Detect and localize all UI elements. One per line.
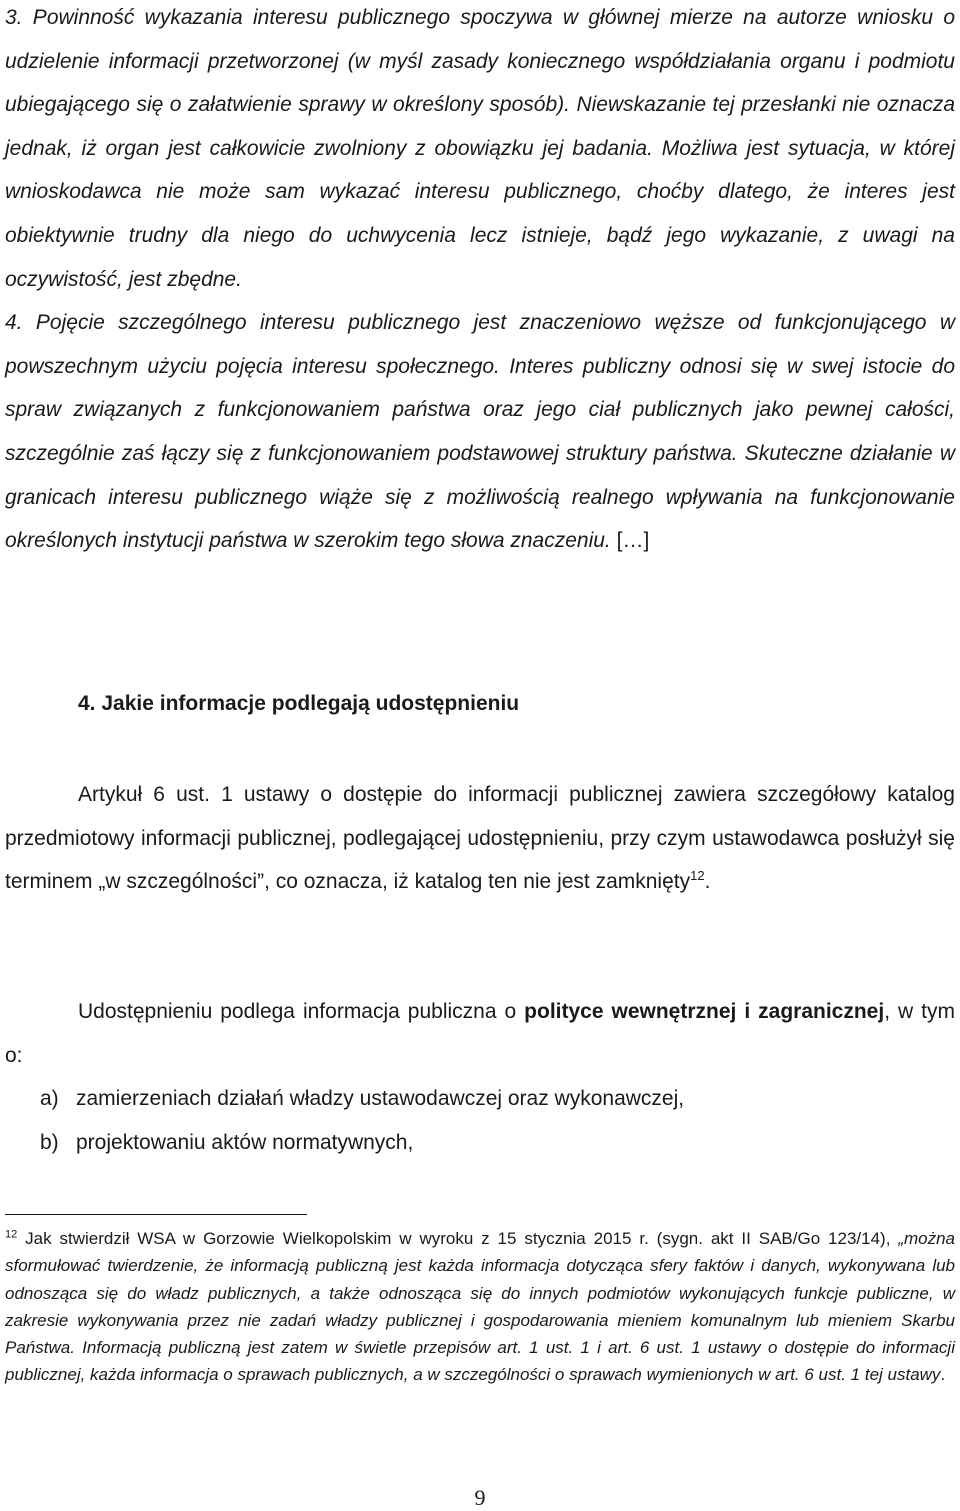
footnote-separator (5, 1214, 307, 1215)
section-paragraph-2-start: Udostępnieniu podlega informacja publiczna o (78, 1000, 525, 1023)
footnote (5, 1225, 955, 1389)
footnote-number: 12 (5, 1228, 18, 1241)
quoted-judgment-excerpt (5, 0, 955, 563)
enumerated-list (40, 1077, 684, 1164)
quote-ellipsis: […] (610, 529, 650, 553)
section-paragraph-2-bold: polityce wewnętrznej i zagranicznej (524, 1000, 885, 1023)
list-marker: a) (40, 1087, 59, 1110)
list-item-text: zamierzeniach działań władzy ustawodawczej oraz wykonawczej, (76, 1087, 685, 1110)
list-item (40, 1077, 684, 1121)
page-number: 9 (474, 1485, 486, 1510)
footnote-intro: Jak stwierdził WSA w Gorzowie Wielkopolskim w wyroku z 15 stycznia 2015 r. (sygn. akt II SAB/Go 123/14), (17, 1229, 899, 1248)
quote-paragraph-3: 3. Powinność wykazania interesu publicznego spoczywa w głównej mierze na autorze wniosku o udzielenie informacji przetworzonej (w myśl zasady koniecznego współdziałania organu i podmiotu ubiegającego się o załatwienie sprawy w określony sposób). Niewskazanie tej przesłanki nie oznacza jednak, iż organ jest całkowicie zwolniony z obowiązku jej badania. Możliwa jest sytuacja, w której wnioskodawca nie może sam wykazać interesu publicznego, choćby dlatego, że interes jest obiektywnie trudny dla niego do uchwycenia lecz istnieje, bądź jego wykazanie, z uwagi na oczywistość, jest zbędne. (5, 6, 955, 291)
quote-paragraph-4-text: 4. Pojęcie szczególnego interesu publicznego jest znaczeniowo węższe od funkcjonującego w powszechnym użyciu pojęcia interesu społecznego. Interes publiczny odnosi się w swej istocie do spraw związanych z funkcjonowaniem państwa oraz jego ciał publicznych jako pewnej całości, szczególnie zaś łączy się z funkcjonowaniem podstawowej struktury państwa. Skuteczne działanie w granicach interesu publicznego wiąże się z możliwością realnego wpływania na funkcjonowanie określonych instytucji państwa w szerokim tego słowa znaczeniu. (5, 311, 955, 553)
footnote-reference[interactable]: 12 (690, 868, 705, 884)
list-item (40, 1121, 684, 1165)
section-paragraph-1-end: . (704, 870, 711, 894)
section-paragraph-2-end: , w tym o: (5, 1000, 955, 1067)
section-paragraph-2 (5, 990, 955, 1077)
list-marker: b) (40, 1130, 59, 1154)
quote-paragraph-4 (5, 301, 955, 563)
footnote-quote: „można sformułować twierdzenie, że informacją publiczną jest każda informacja dotycząca sfery faktów i danych, wykonywana lub odnosząca się do władz publicznych, a także odnosząca się do innych podmiotów wykonujących funkcje publiczne, w zakresie wykonywania przez nie zadań władzy publicznej i gospodarowania mieniem komunalnym lub mieniem Skarbu Państwa. Informacją publiczną jest zatem w świetle przepisów art. 1 ust. 1 i art. 6 ust. 1 ustawy o dostępie do informacji publicznej, każda informacja o sprawach publicznych, a w szczególności o sprawach wymienionych w art. 6 ust. 1 tej ustawy (5, 1229, 955, 1385)
list-item-text: projektowaniu aktów normatywnych, (76, 1130, 414, 1154)
section-paragraph-1 (5, 773, 955, 904)
section-heading: 4. Jakie informacje podlegają udostępnieniu (78, 692, 520, 715)
footnote-end: . (940, 1365, 946, 1385)
section-paragraph-1-text: Artykuł 6 ust. 1 ustawy o dostępie do informacji publicznej zawiera szczegółowy katalog przedmiotowy informacji publicznej, podlegającej udostępnieniu, przy czym ustawodawca posłużył się terminem „w szczególności”, co oznacza, iż katalog ten nie jest zamknięty (5, 783, 955, 894)
